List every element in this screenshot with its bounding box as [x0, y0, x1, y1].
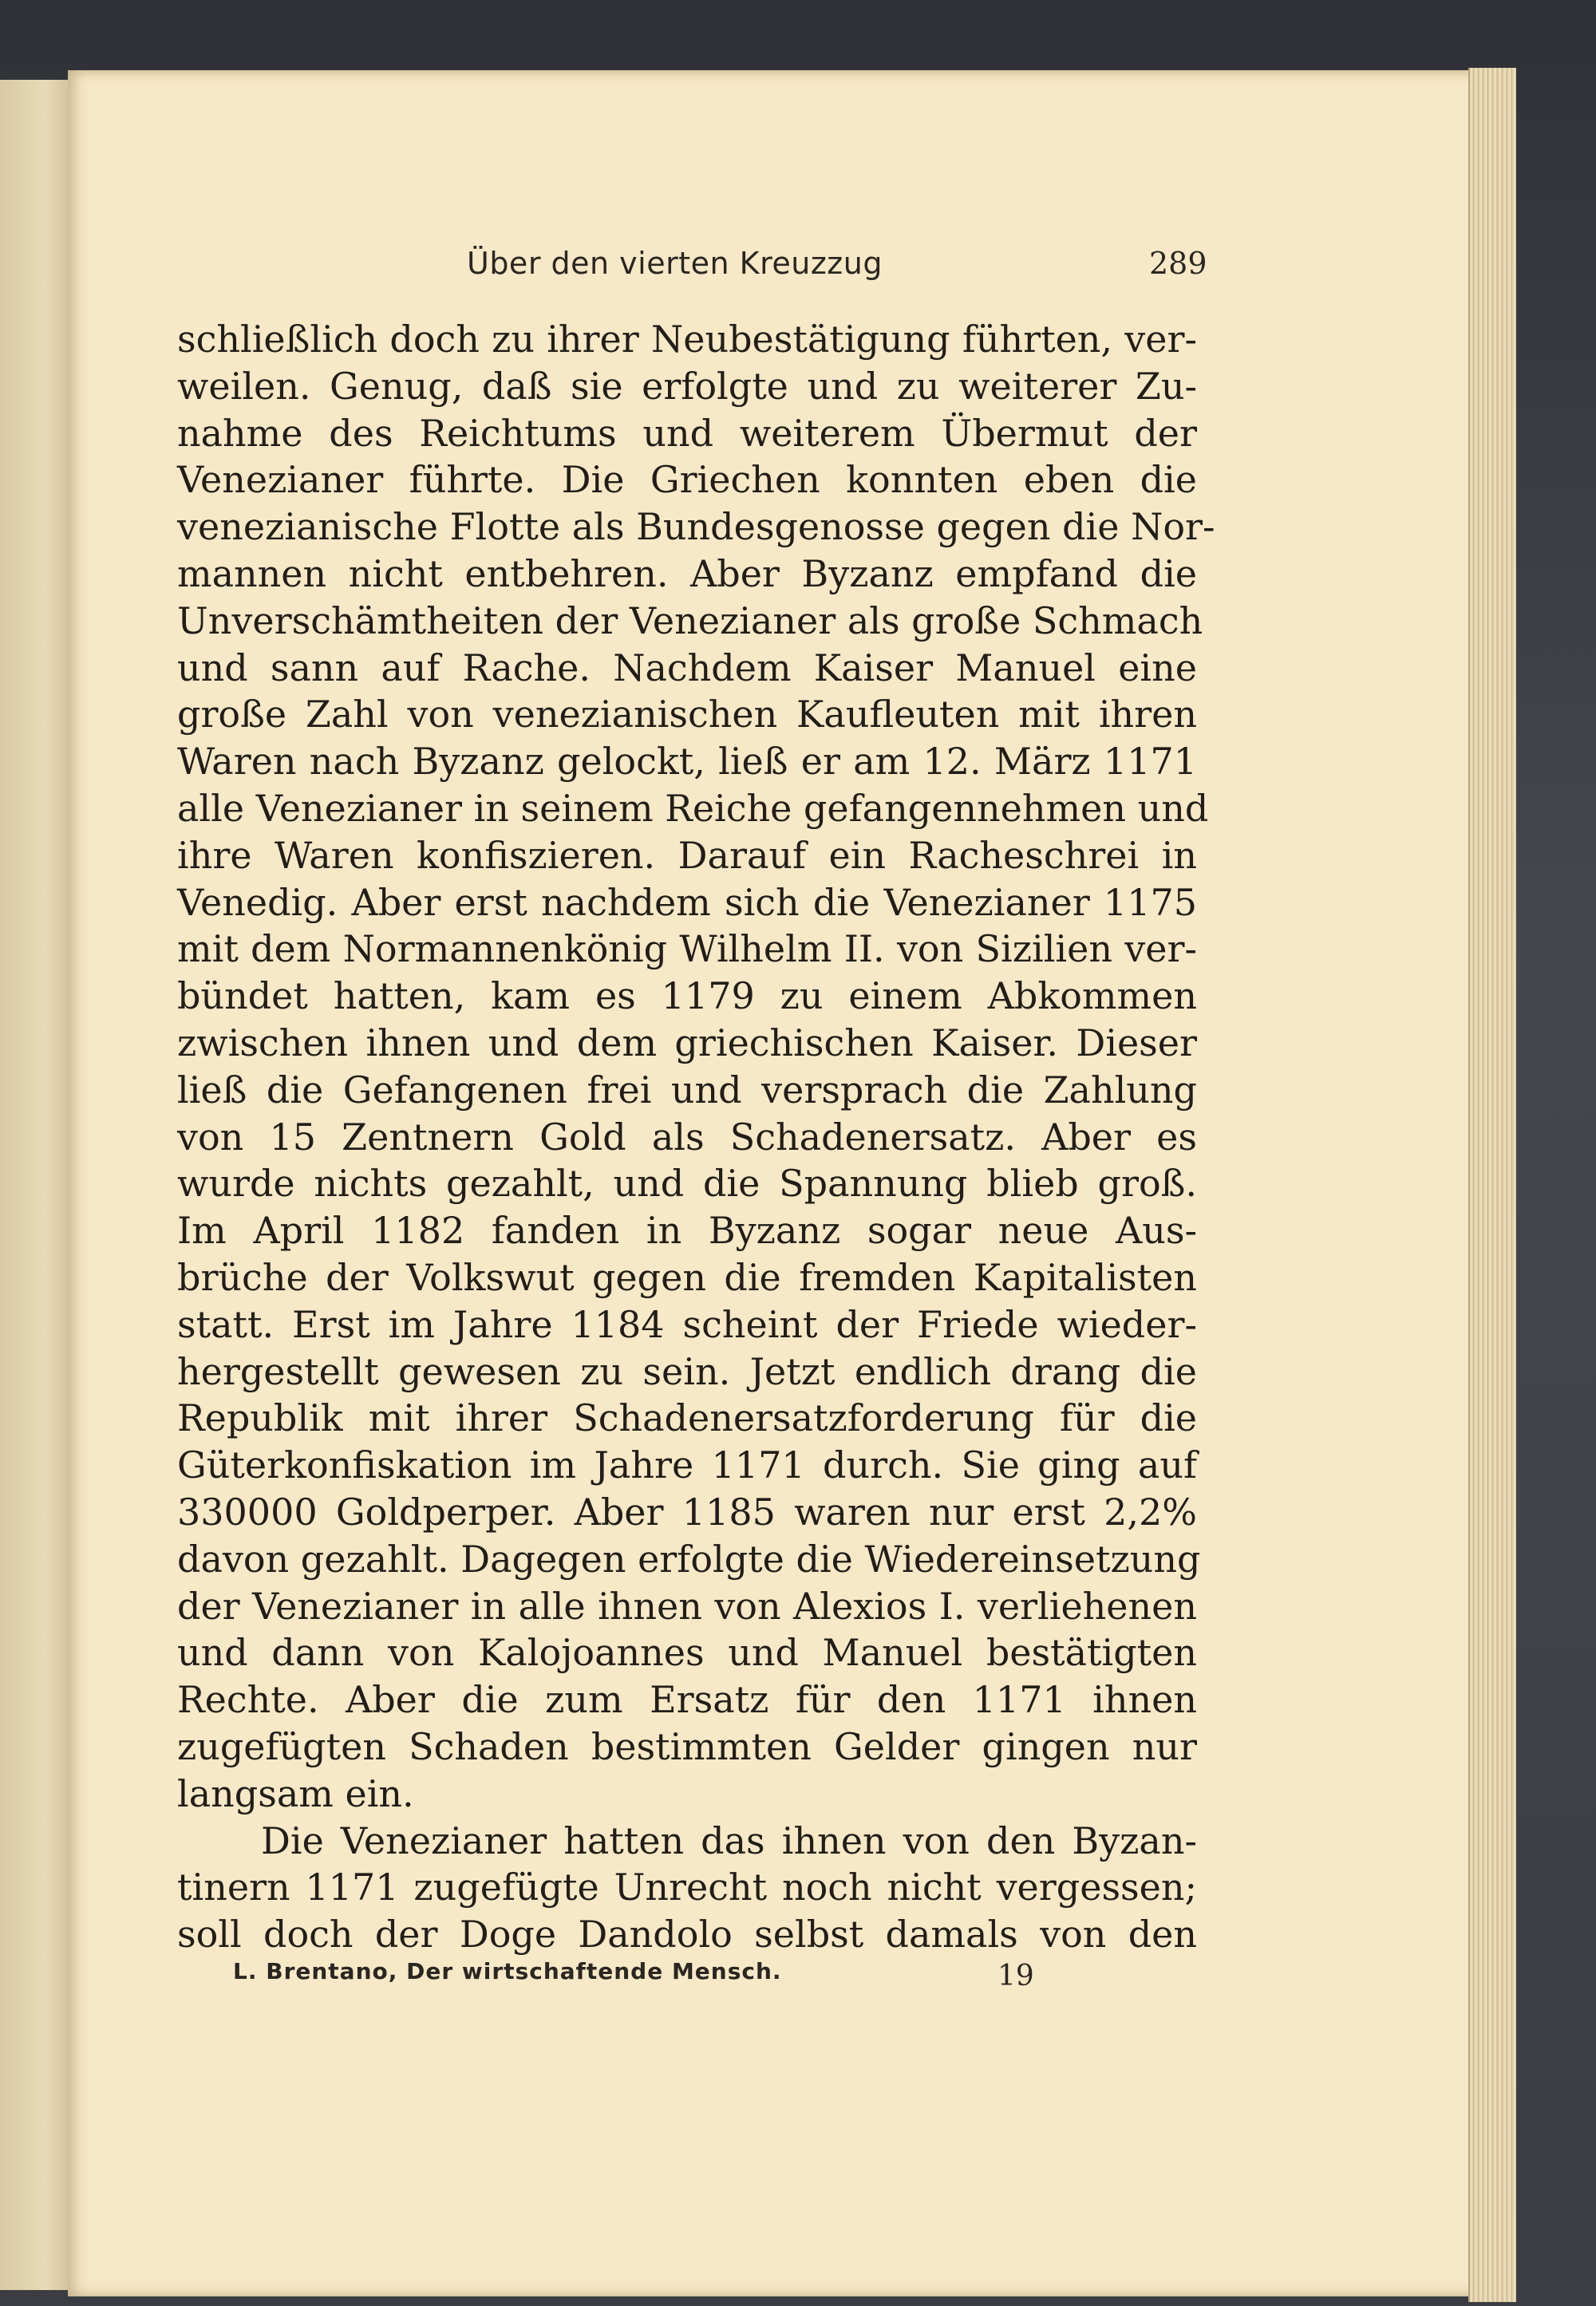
text-line: von 15 Zentnern Gold als Schadenersatz. Aber es — [177, 1115, 1197, 1159]
text-line: nahme des Reichtums und weiterem Übermut der — [177, 411, 1197, 455]
text-line: ließ die Gefangenen frei und versprach die Zahlung — [177, 1068, 1197, 1112]
text-line: Republik mit ihrer Schadenersatzforderung für die — [177, 1396, 1197, 1440]
text-line: Venezianer führte. Die Griechen konnten eben die — [177, 458, 1197, 502]
running-head — [184, 246, 1221, 294]
page-number: 289 — [1149, 246, 1207, 281]
text-line: hergestellt gewesen zu sein. Jetzt endlich drang die — [177, 1349, 1197, 1393]
left-page-edge — [0, 80, 77, 2290]
text-line: zugefügten Schaden bestimmten Gelder gingen nur — [177, 1724, 1197, 1768]
text-line: Rechte. Aber die zum Ersatz für den 1171 ihnen — [177, 1678, 1197, 1722]
text-line: bündet hatten, kam es 1179 zu einem Abkommen — [177, 974, 1197, 1018]
text-line: zwischen ihnen und dem griechischen Kaiser. Dieser — [177, 1021, 1197, 1064]
text-line: Waren nach Byzanz gelockt, ließ er am 12. März 1171 — [177, 740, 1197, 784]
paragraph-start-line: Die Venezianer hatten das ihnen von den Byzan- — [261, 1818, 1197, 1862]
page-footer — [233, 1947, 1071, 1995]
text-line: brüche der Volkswut gegen die fremden Kapitalisten — [177, 1255, 1197, 1299]
page-fore-edge — [1468, 68, 1516, 2302]
text-line: statt. Erst im Jahre 1184 scheint der Friede wieder- — [177, 1302, 1197, 1346]
sheet-number: 19 — [998, 1960, 1034, 1992]
text-line: Im April 1182 fanden in Byzanz sogar neue Aus- — [177, 1209, 1197, 1253]
text-line: alle Venezianer in seinem Reiche gefangennehmen und — [177, 786, 1209, 830]
text-line: tinern 1171 zugefügte Unrecht noch nicht vergessen; — [177, 1866, 1197, 1909]
text-line: venezianische Flotte als Bundesgenosse gegen die Nor- — [177, 505, 1215, 549]
text-line: Güterkonfiskation im Jahre 1171 durch. Sie ging auf — [177, 1443, 1197, 1487]
text-line: mit dem Normannenkönig Wilhelm II. von Sizilien ver- — [177, 927, 1197, 971]
text-line: und dann von Kalojoannes und Manuel bestätigten — [177, 1631, 1197, 1675]
text-line: der Venezianer in alle ihnen von Alexios I. verliehenen — [177, 1584, 1197, 1628]
text-line: 330000 Goldperper. Aber 1185 waren nur erst 2,2% — [177, 1490, 1197, 1534]
printer-signature: L. Brentano, Der wirtschaftende Mensch. — [233, 1958, 782, 1984]
text-line: ihre Waren konfiszieren. Darauf ein Racheschrei in — [177, 833, 1197, 877]
text-line: Unverschämtheiten der Venezianer als große Schmach — [177, 598, 1203, 642]
body-text — [177, 316, 1215, 1958]
text-line: große Zahl von venezianischen Kaufleuten mit ihren — [177, 693, 1197, 736]
text-line: soll doch der Doge Dandolo selbst damals von den — [177, 1913, 1197, 1957]
running-title: Über den vierten Kreuzzug — [467, 246, 883, 281]
text-line: davon gezahlt. Dagegen erfolgte die Wiedereinsetzung — [177, 1537, 1201, 1581]
text-line: schließlich doch zu ihrer Neubestätigung führten, ver- — [177, 318, 1197, 361]
text-line: weilen. Genug, daß sie erfolgte und zu weiterer Zu- — [177, 364, 1197, 408]
text-line: mannen nicht entbehren. Aber Byzanz empfand die — [177, 551, 1197, 595]
text-line: wurde nichts gezahlt, und die Spannung blieb groß. — [177, 1162, 1197, 1206]
text-line: Venedig. Aber erst nachdem sich die Venezianer 1175 — [177, 880, 1197, 924]
paragraph-end-line: langsam ein. — [177, 1771, 414, 1815]
text-line: und sann auf Rache. Nachdem Kaiser Manuel eine — [177, 646, 1197, 689]
